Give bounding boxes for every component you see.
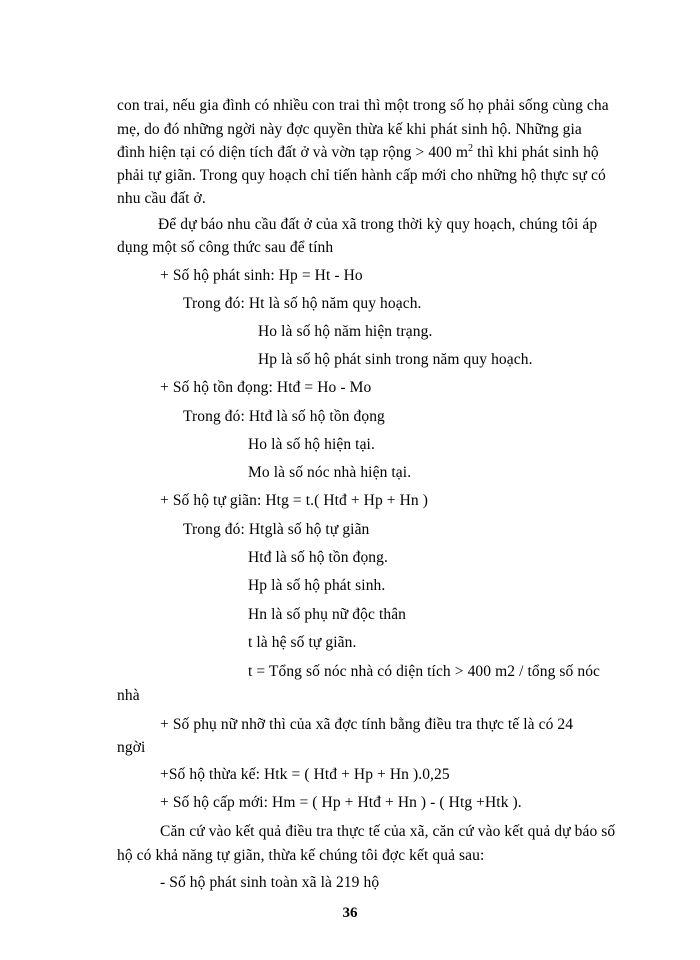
paragraph-line: nhu cầu đất ở. (117, 190, 206, 207)
paragraph-line: phải tự giãn. Trong quy hoạch chỉ tiến hành cấp mới cho những hộ thực sự có (117, 167, 606, 184)
formula-title: +Số hộ thừa kế: Htk = ( Htđ + Hp + Hn ).0,25 (160, 766, 450, 783)
formula-title: + Số hộ phát sinh: Hp = Ht - Ho (160, 267, 363, 284)
paragraph-line: Để dự báo nhu cầu đất ở của xã trong thời kỳ quy hoạch, chúng tôi áp (158, 216, 598, 233)
formula-title: + Số hộ cấp mới: Hm = ( Hp + Htđ + Hn ) - ( Htg +Htk ). (160, 794, 522, 811)
formula-definition: Htđ là số hộ tồn đọng. (248, 549, 388, 566)
paragraph-line (117, 143, 599, 163)
paragraph-line: ngời (117, 739, 146, 756)
paragraph-line: mẹ, do đó những ngời này đợc quyền thừa kế khi phát sinh hộ. Những gia (117, 121, 582, 138)
formula-definition: Trong đó: Htglà số hộ tự giãn (183, 521, 370, 538)
formula-definition: Trong đó: Htđ là số hộ tồn đọng (183, 408, 385, 425)
formula-definition: t = Tổng số nóc nhà có diện tích > 400 m2 / tổng số nóc (248, 663, 601, 680)
formula-definition: t là hệ số tự giãn. (248, 634, 357, 651)
formula-definition: Ho là số hộ hiện tại. (248, 436, 375, 453)
paragraph-line: + Số phụ nữ nhỡ thì của xã đợc tính bằng điều tra thực tế là có 24 (160, 716, 574, 733)
formula-definition: Mo là số nóc nhà hiện tại. (248, 464, 412, 481)
result-line: - Số hộ phát sinh toàn xã là 219 hộ (160, 874, 380, 891)
paragraph-line: dụng một số công thức sau để tính (117, 239, 334, 256)
text-fragment: thì khi phát sinh hộ (473, 144, 599, 161)
formula-definition: Hn là số phụ nữ độc thân (248, 606, 407, 623)
paragraph-line: hộ có khả năng tự giãn, thừa kế chúng tôi đợc kết quả sau: (117, 847, 485, 864)
formula-definition: Hp là số hộ phát sinh trong năm quy hoạch. (258, 351, 533, 368)
formula-definition: nhà (117, 687, 140, 704)
formula-definition: Ho là số hộ năm hiện trạng. (258, 323, 433, 340)
formula-title: + Số hộ tồn đọng: Htđ = Ho - Mo (160, 379, 372, 396)
paragraph-line: con trai, nếu gia đình có nhiều con trai thì một trong số họ phải sống cùng cha (117, 97, 609, 114)
formula-definition: Hp là số hộ phát sinh. (248, 577, 386, 594)
paragraph-line: Căn cứ vào kết quả điều tra thực tế của xã, căn cứ vào kết quả dự báo số (160, 823, 616, 840)
text-fragment: đình hiện tại có diện tích đất ở và vờn tạp rộng > 400 m (117, 144, 468, 161)
formula-title: + Số hộ tự giãn: Htg = t.( Htđ + Hp + Hn ) (160, 492, 429, 509)
page-number: 36 (342, 905, 358, 921)
formula-definition: Trong đó: Ht là số hộ năm quy hoạch. (183, 295, 422, 312)
superscript: 2 (468, 142, 474, 154)
